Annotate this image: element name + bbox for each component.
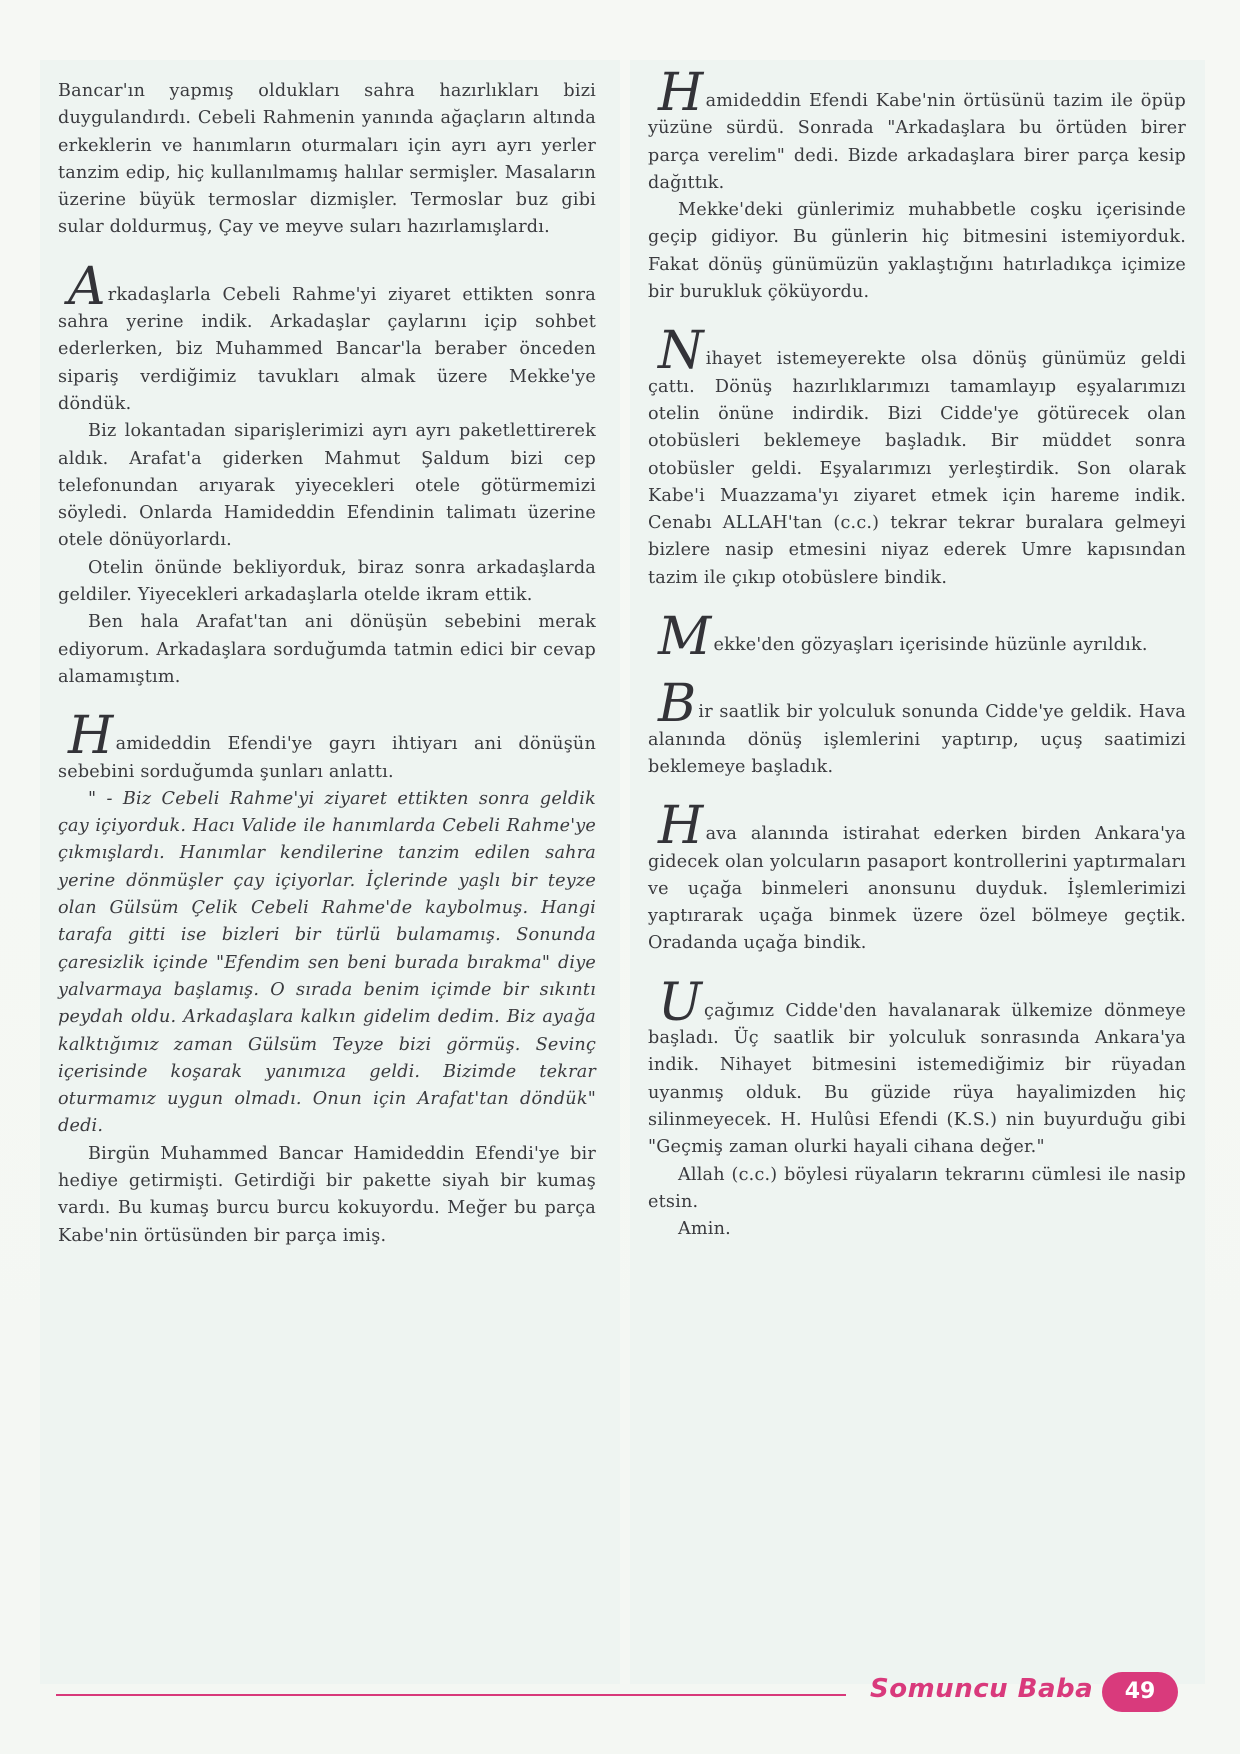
- paragraph-waiting-hotel: Otelin önünde bekliyorduk, biraz sonra arkadaşlarda geldiler. Yiyecekleri arkadaşlarla otelde ikram ettik.: [58, 557, 596, 606]
- paragraph-cebeli-rahme-visit: Arkadaşlarla Cebeli Rahme'yi ziyaret ettikten sonra sahra yerine indik. Arkadaşlar çaylarını içip sohbet ederlerken, biz Muhammed Bancar'la beraber önceden sipariş verdiğimiz tavukları almak üzere Mekke'ye döndük.: [58, 256, 596, 414]
- paragraph-kabe-cover: Hamideddin Efendi Kabe'nin örtüsünü tazim ile öpüp yüzüne sürdü. Sonrada "Arkadaşlara bu örtüden birer parça verelim" dedi. Bizde arkadaşlara birer parça kesip dağıttık.: [648, 63, 1186, 193]
- paragraph-hamideddin-answer: Hamideddin Efendi'ye gayrı ihtiyarı ani dönüşün sebebini sorduğumda şunları anlattı.: [58, 706, 596, 782]
- magazine-brand: Somuncu Baba: [870, 1674, 1094, 1704]
- drop-cap: M: [658, 607, 712, 668]
- paragraph-amin: Amin.: [678, 1219, 731, 1240]
- paragraph-prayer: Allah (c.c.) böylesi rüyaların tekrarını cümlesi ile nasip etsin.: [648, 1164, 1186, 1212]
- drop-cap: H: [658, 63, 704, 123]
- drop-cap: B: [658, 674, 697, 735]
- drop-cap: N: [658, 321, 704, 382]
- right-column: [648, 63, 1186, 1243]
- paragraph-arrival-jeddah: Bir saatlik bir yolculuk sonunda Cidde'ye geldik. Hava alanında dönüş işlemlerini yaptırıp, uçuş saatimizi beklemeye başladık.: [648, 674, 1186, 777]
- paragraph-leaving-mecca: Mekke'den gözyaşları içerisinde hüzünle ayrıldık.: [648, 622, 1186, 659]
- paragraph-airport: Hava alanında istirahat ederken birden Ankara'ya gidecek olan yolcuların pasaport kontrollerini yaptırmaları ve uçağa binmeleri anonsunu duyduk. İşlemlerimizi yaptırarak uçağa binmek üzere özel bölmeye geçtik. Oradanda uçağa bindik.: [648, 796, 1186, 954]
- paragraph-restaurant-order: Biz lokantadan siparişlerimizi ayrı ayrı paketlettirerek aldık. Arafat'a giderken Mahmut Şaldum bizi cep telefonundan arıyarak yiyecekleri otele götürmemizi söyledi. Onlarda Hamideddin Efendinin talimatı üzerine otele dönüyorlardı.: [58, 421, 596, 551]
- drop-cap: U: [658, 972, 703, 1033]
- quote-gulsum-teyze-story: " - Biz Cebeli Rahme'yi ziyaret ettikten sonra geldik çay içiyorduk. Hacı Valide ile hanımlarda Cebeli Rahme'ye çıkmışlardı. Hanımlar kendilerine tanzim edilen sahra yerine dönmüşler çay içiyorlar. İçlerinde yaşlı bir teyze olan Gülsüm Çelik Cebeli Rahme'de kaybolmuş. Hangi tarafa gitti ise bizleri bir türlü bulamamış. Sonunda çaresizlik içinde "Efendim sen beni burada bırakma" diye yalvarmaya başlamış. O sırada benim içimde bir sıkıntı peydah oldu. Arkadaşlara kalkın gidelim dedim. Biz ayağa kalktığımız zaman Gülsüm Teyze bizi görmüş. Sevinç içerisinde koşarak yanımıza geldi. Bizimde tekrar oturmamız uygun olmadı. Onun için Arafat'tan döndük" dedi.: [58, 788, 596, 1137]
- page-number-badge: 49: [1102, 1672, 1178, 1712]
- drop-cap: H: [68, 706, 114, 767]
- paragraph-return-day: Nihayet istemeyerekte olsa dönüş günümüz geldi çattı. Dönüş hazırlıklarımızı tamamlayıp eşyalarımızı otelin önüne indirdik. Bizi Cidde'ye götürecek olan otobüsleri beklemeye başladık. Bir müddet sonra otobüsler geldi. Eşyalarımızı yerleştirdik. Son olarak Kabe'i Muazzama'yı ziyaret etmek için hareme indik. Cenabı ALLAH'tan (c.c.) tekrar tekrar buralara gelmeyi bizlere nasip etmesini niyaz ederek Umre kapısından tazim ile çıkıp otobüslere bindik.: [648, 321, 1186, 588]
- left-column: [58, 78, 596, 1250]
- drop-cap: H: [658, 796, 704, 857]
- paragraph-flight-home: Uçağımız Cidde'den havalanarak ülkemize dönmeye başladı. Üç saatlik bir yolculuk sonrasında Ankara'ya indik. Nihayet bitmesini istemediğimiz bir rüyadan uyanmış olduk. Bu güzide rüya hayalimizden hiç silinmeyecek. H. Hulûsi Efendi (K.S.) nin buyurduğu gibi "Geçmiş zaman olurki hayali cihana değer.": [648, 972, 1186, 1158]
- drop-cap: A: [68, 256, 106, 317]
- footer-divider: [56, 1694, 846, 1696]
- paragraph-sahra-preparations: Bancar'ın yapmış oldukları sahra hazırlıkları bizi duygulandırdı. Cebeli Rahmenin yanında ağaçların altında erkeklerin ve hanımların oturmaları için ayrı ayrı yerler tanzim edip, hiç kullanılmamış halılar sermişler. Masaların üzerine büyük termoslar dizmişler. Termoslar buz gibi sular doldurmuş, Çay ve meyve suları hazırlamışlardı.: [58, 81, 596, 238]
- paragraph-curiosity: Ben hala Arafat'tan ani dönüşün sebebini merak ediyorum. Arkadaşlara sorduğumda tatmin edici bir cevap alamamıştım.: [58, 612, 596, 687]
- paragraph-mecca-days: Mekke'deki günlerimiz muhabbetle coşku içerisinde geçip gidiyor. Bu günlerin hiç bitmesini istemiyorduk. Fakat dönüş günümüzün yaklaştığını hatırladıkça içimize bir burukluk çöküyordu.: [648, 200, 1186, 303]
- paragraph-gift-fabric: Birgün Muhammed Bancar Hamideddin Efendi'ye bir hediye getirmişti. Getirdiği bir pakette siyah bir kumaş vardı. Bu kumaş burcu burcu kokuyordu. Meğer bu parça Kabe'nin örtüsünden bir parça imiş.: [58, 1143, 596, 1246]
